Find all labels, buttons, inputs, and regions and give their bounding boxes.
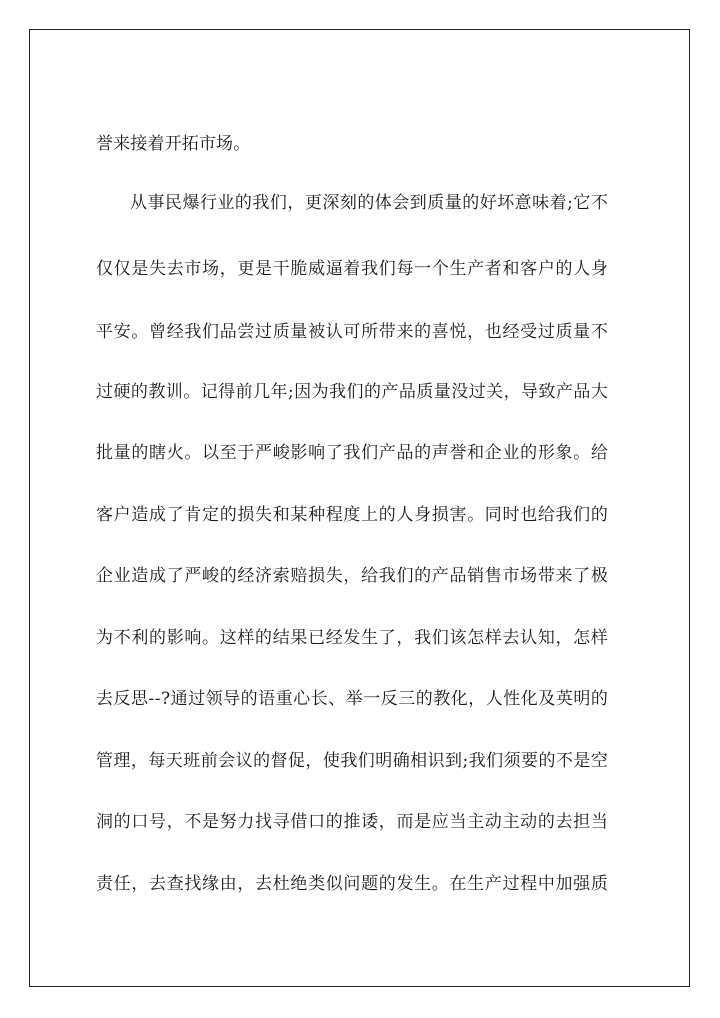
- text-line: 过硬的教训。记得前几年;因为我们的产品质量没过关，导致产品大: [96, 382, 609, 402]
- text-line: 管理，每天班前会议的督促，使我们明确相识到;我们须要的不是空: [96, 751, 609, 771]
- text-line: 誉来接着开拓市场。: [96, 134, 251, 154]
- text-line: 客户造成了肯定的损失和某种程度上的人身损害。同时也给我们的: [96, 505, 609, 525]
- text-line: 洞的口号，不是努力找寻借口的推诿，而是应当主动主动的去担当: [96, 812, 609, 832]
- text-line: 批量的瞎火。以至于严峻影响了我们产品的声誉和企业的形象。给: [96, 443, 609, 463]
- text-line: 为不利的影响。这样的结果已经发生了，我们该怎样去认知，怎样: [96, 628, 609, 648]
- text-line: 去反思--?通过领导的语重心长、举一反三的教化，人性化及英明的: [96, 689, 609, 709]
- text-line: 平安。曾经我们品尝过质量被认可所带来的喜悦，也经受过质量不: [96, 322, 609, 342]
- paragraph-start-line: 从事民爆行业的我们，更深刻的体会到质量的好坏意味着;它不: [130, 193, 609, 213]
- text-line: 仅仅是失去市场，更是干脆威逼着我们每一个生产者和客户的人身: [96, 259, 609, 279]
- text-line: 企业造成了严峻的经济索赔损失，给我们的产品销售市场带来了极: [96, 566, 609, 586]
- text-line: 责任，去查找缘由，去杜绝类似问题的发生。在生产过程中加强质: [96, 874, 609, 894]
